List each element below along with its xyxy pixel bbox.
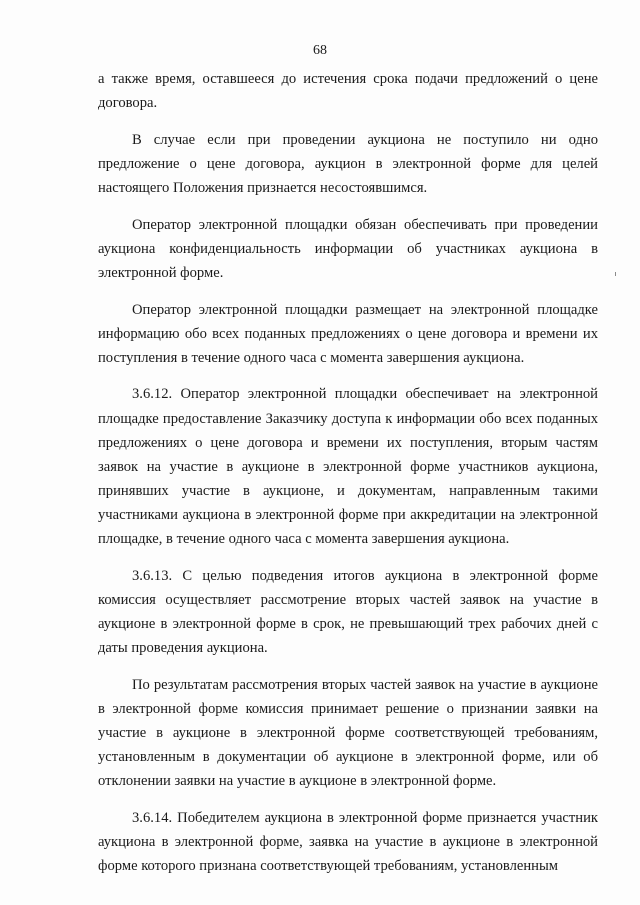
- paragraph-confidentiality: Оператор электронной площадки обязан обеспечивать при проведении аукциона конфиденциальность информации об участниках аукциона в электронной форме.: [98, 216, 598, 281]
- paragraph-3-6-12: 3.6.12. Оператор электронной площадки обеспечивает на электронной площадке предоставление Заказчику доступа к информации обо всех поданных предложениях о цене договора и времени их поступления, вторым частям заявок на участие в аукционе в электронной форме участников аукциона, принявших участие в аукционе, и документам, направленным такими участниками аукциона в электронной форме при аккредитации на электронной площадке, в течение одного часа с момента завершения аукциона.: [98, 386, 598, 547]
- page-number: 68: [313, 43, 327, 58]
- paragraph-review-results: По результатам рассмотрения вторых частей заявок на участие в аукционе в электронной форме комиссия принимает решение о признании заявки на участие в аукционе в электронной форме соответствующей требованиям, установленным в документации об аукционе в электронной форме, или об отклонении заявки на участие в аукционе в электронной форме.: [98, 676, 598, 789]
- scan-edge-mark: [615, 272, 616, 276]
- paragraph-auction-failed: В случае если при проведении аукциона не поступило ни одно предложение о цене договора, аукцион в электронной форме для целей настоящего Положения признается несостоявшимся.: [98, 131, 598, 196]
- paragraph-3-6-14: 3.6.14. Победителем аукциона в электронной форме признается участник аукциона в электронной форме, заявка на участие в аукционе в электронной форме которого признана соответствующей требованиям, установленным: [98, 809, 598, 874]
- paragraph-continuation: а также время, оставшееся до истечения срока подачи предложений о цене договора.: [98, 71, 598, 112]
- page-body: [98, 67, 598, 878]
- paragraph-offers-published: Оператор электронной площадки размещает на электронной площадке информацию обо всех поданных предложениях о цене договора и времени их поступления в течение одного часа с момента завершения аукциона.: [98, 301, 598, 366]
- paragraph-3-6-13: 3.6.13. С целью подведения итогов аукциона в электронной форме комиссия осуществляет рассмотрение вторых частей заявок на участие в аукционе в электронной форме в срок, не превышающий трех рабочих дней с даты проведения аукциона.: [98, 567, 598, 656]
